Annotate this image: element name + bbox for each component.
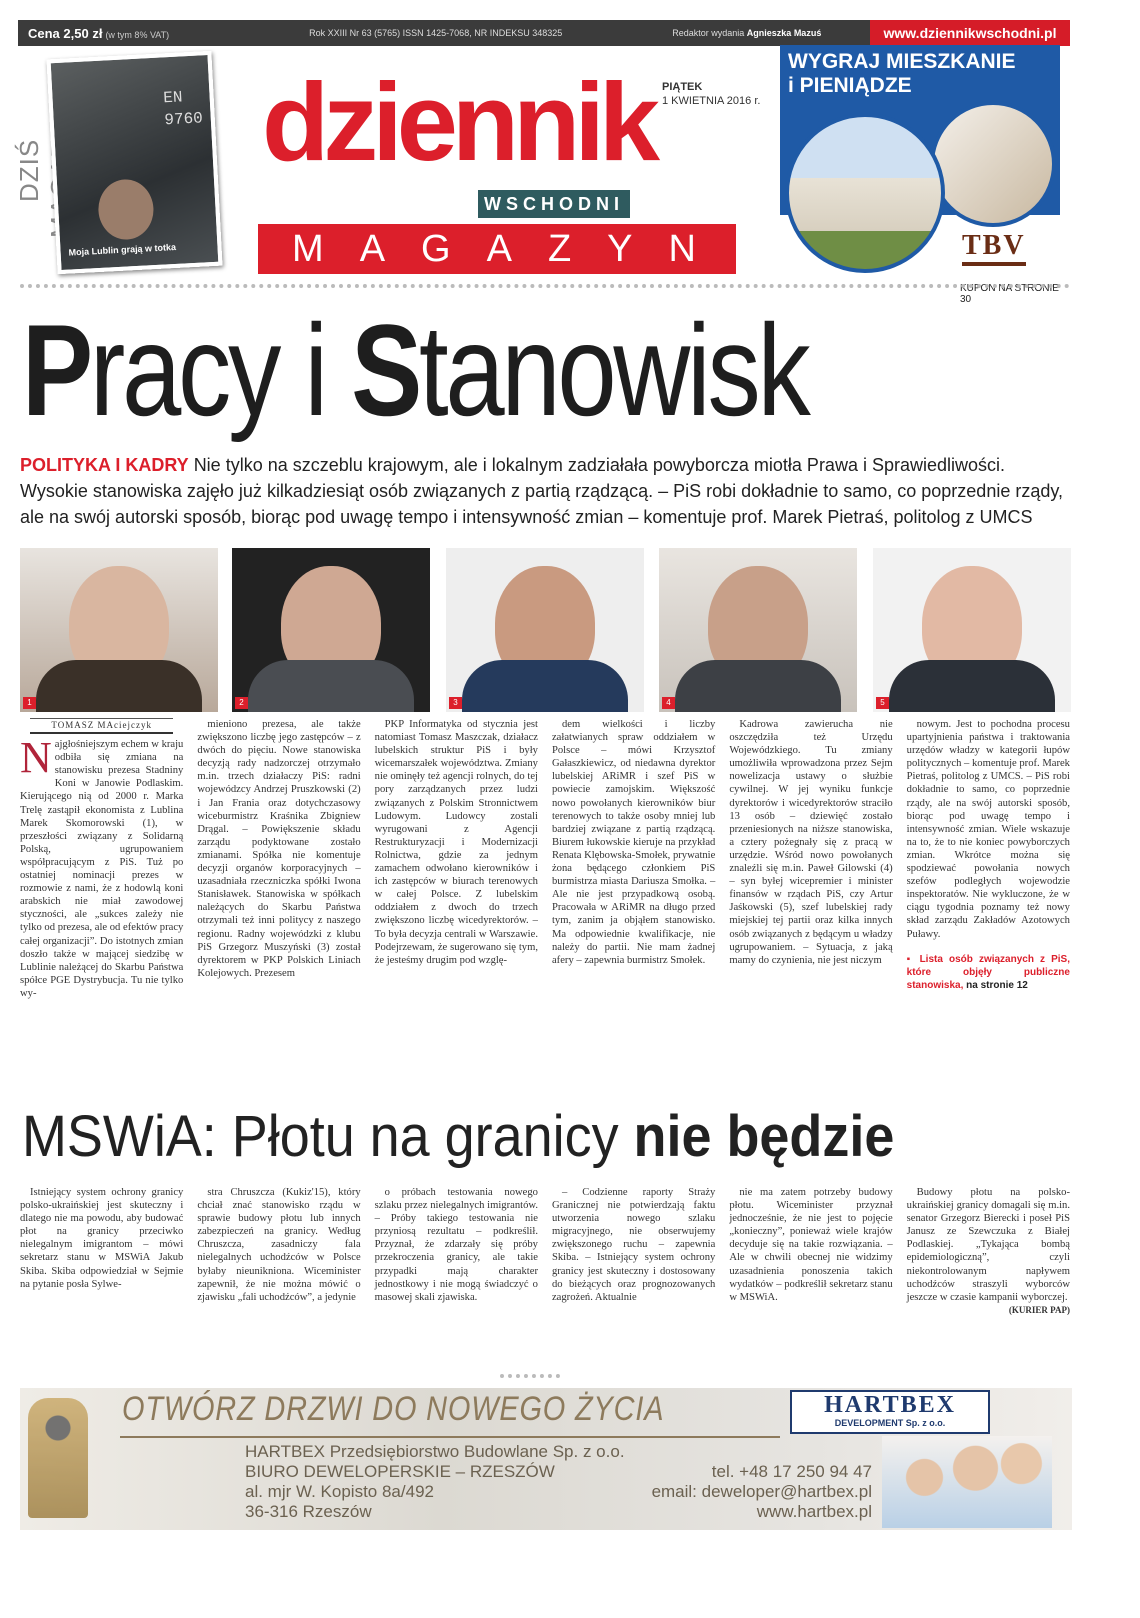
kicker: POLITYKA I KADRY <box>20 455 189 475</box>
promo-title: WYGRAJ MIESZKANIE i PIENIĄDZE <box>788 50 1016 97</box>
keys-image <box>28 1398 88 1518</box>
credit: (KURIER PAP) <box>1008 1304 1070 1315</box>
building-image <box>785 113 945 273</box>
magazine-cover-image[interactable] <box>46 51 222 274</box>
coupon-note: KUPON NA STRONIE 30 <box>960 283 1059 305</box>
column-2: mieniono prezesa, ale także zwiększono liczbę jego zastępców – z dwóch do pięciu. Nowe stanowiska decyzją rady nadzorczej otrzymało m.in. trzech działaczy PiS: radni wojewódzcy Andrzej Pruszkowski (2) i Jan Frania oraz dotychczasowy wiceburmistrz Kraśnika Zbigniew Drągal. – Powiększenie składu zarządu podyktowane zostało zmianami. Spółka nie komentuje decyzji organów korporacyjnych – uzasadniała rzeczniczka spółki Iwona Stanisławek. Stanowiska w spółkach należących do Skarbu Państwa otrzymali też inni politycy z naszego regionu. Radny wojewódzki z klubu PiS Grzegorz Muszyński (3) został dyrektorem w PKP Polskich Liniach Kolejowych. Prezesem <box>197 719 361 979</box>
column-5: nie ma zatem potrzeby budowy płotu. Wiceminister przyznał jednocześnie, że nie jest to pojęcie „konieczny”, ponieważ wiele krajów decyduje się na takie rozwiązania. – Ale w chwili obecnej nie widzimy uzasadnienia ponoszenia takich wydatków – podkreślił sekretarz stanu w MSWiA. <box>729 1187 893 1303</box>
newspaper-logo: dziennik <box>262 61 655 184</box>
second-headline: MSWiA: Płotu na granicy nie będzie <box>22 1104 895 1169</box>
photo-3: 3 <box>446 548 644 712</box>
family-photo <box>882 1436 1052 1528</box>
dzis-magazyn-label: DZIŚ <box>14 138 44 202</box>
article2-body <box>20 1186 1070 1366</box>
column-2: stra Chruszcza (Kukiz'15), który chciał znać stanowisko rządu w sprawie budowy płotu lub innych zabezpieczeń na granicy. Według Chruszcza, zasadniczy fala nielegalnych uchodźców w Polsce byłaby nieunikniona. Wiceminister zapewnił, że nie można mówić o zjawisku „fali uchodźców”, a jedynie <box>197 1187 361 1303</box>
photo-1: 1 <box>20 548 218 712</box>
price: Cena 2,50 zł (w tym 8% VAT) <box>28 25 170 41</box>
top-info-bar <box>18 20 1070 46</box>
byline: TOMASZ MAciejczyk <box>30 718 173 734</box>
lead-paragraph: POLITYKA I KADRY Nie tylko na szczeblu krajowym, ale i lokalnym zadziałała powyborcza miotła Prawa i Sprawiedliwości. Wysokie stanowiska zajęło już kilkadziesiąt osób związanych z partią rządzącą. – PiS robi dokładnie to samo, co poprzednie rządy, ale na swój autorski sposób, biorąc pod uwagę tempo i intensywność zmian – komentuje prof. Marek Pietraś, politolog z UMCS <box>20 455 1064 527</box>
column-6: nowym. Jest to pochodna procesu upartyjnienia państwa i traktowania urzędów władzy w kategorii łupów politycznych – komentuje prof. Marek Pietraś, politolog z UMCS. – PiS robi dokładnie to samo, co poprzednie rządy, ale na swój autorski sposób, biorąc pod uwagę tempo i intensywność zmian. Wiele wskazuje na to, że to nie koniec powyborczych zmian. Wkrótce można się spodziewać powołania nowych szefów podległych wojewodzie inspektoratów. Nie wykluczone, że w ciągu tygodnia poznamy też nowy skład zarządu Zakładów Azotowych Puławy. ▪ Lista osób związanych z PiS, które objęły publiczne stanowiska, na stronie 12 <box>906 719 1070 991</box>
website-link[interactable]: www.dziennikwschodni.pl <box>870 20 1070 46</box>
divider <box>500 1374 560 1378</box>
column-4: – Codzienne raporty Straży Granicznej nie potwierdzają faktu utworzenia nowego szlaku migracyjnego, nie obserwujemy zwiększonego ruchu – zapewnia Skiba. – Istniejący system ochrony granicy jest skuteczny i dostosowany do bieżących oraz prognozowanych zagrożeń. Aktualnie <box>551 1187 716 1303</box>
logo-wschodni: WSCHODNI <box>478 190 630 218</box>
column-5: Kadrowa zawierucha nie oszczędziła też Urzędu Wojewódzkiego. Tu zmiany umożliwiła wprowadzona przez Sejm nowelizacja ustawy o służbie cywilnej. W jej wyniku funkcje dyrektorów i wicedyrektorów straciło 13 osób – dziewięć zostało przeniesionych na niższe stanowiska, a cztery pożegnały się z pracą w urzędzie. Wśród nowo powołanych znaleźli się m.in. Paweł Gilowski (4) – syn byłej wicepremier i minister finansów w rządach PiS, czy Artur Jaśkowski (5), szef lubelskiej rady miejskiej tej partii oraz kilka innych osób związanych z będącym u władzy ugrupowaniem. – Sytuacja, z jaką mamy do czynienia, nie jest niczym <box>729 719 893 966</box>
ad-address: HARTBEX Przedsiębiorstwo Budowlane Sp. z o.o. BIURO DEWELOPERSKIE – RZESZÓW al. mjr W. Kopisto 8a/492 36-316 Rzeszów <box>245 1442 625 1521</box>
ad-rule <box>120 1436 780 1438</box>
column-3: o próbach testowania nowego szlaku przez nielegalnych imigrantów. – Próby takiego testowania nie przyniosą rezultatu – podkreślił. Przyznał, że zdarzały się próby przekroczenia granicy, ale takie przypadki mają charakter jednostkowy i nie mogą świadczyć o masowej skali zjawiska. <box>374 1187 538 1303</box>
divider <box>20 284 1070 288</box>
issue-info: Rok XXIII Nr 63 (5765) ISSN 1425-7068, NR INDEKSU 348325 <box>309 28 563 38</box>
column-4: dem wielkości i liczby załatwianych spraw oddziałem w Polsce – mówi Krzysztof Gałaszkiewicz, od niedawna dyrektor lubelskiej ARiMR i szef PiS w powiecie zamojskim. Większość nowo powołanych kierowników biur terenowych to także osoby mniej lub bardziej związane z partią rządzącą. Biurem łukowskie kieruje na przykład Renata Klębowska-Smołek, prywatnie żona będącego członkiem PiS burmistrza miasta Dariusza Smołka. – Ale nie jest przypadkową osobą. Pracowała w ARiMR na długo przed tym, zanim ja objąłem stanowisko. Ma odpowiednie kwalifikacje, nie należy do partii. Nie mam żadnej afery – zapewnia burmistrz Smołek. <box>551 719 716 966</box>
column-1: TOMASZ MAciejczyk N ajgłośniejszym echem w kraju odbiła się zmiana na stanowisku prezesa Stadniny Koni w Janowie Podlaskim. Kierującego nią od 2000 r. Marka Trelę zastąpił ekonomista z Lublina Marek Skomorowski (1), w przeszłości związany z Solidarną Polską, ugrupowaniem współpracującym z PiS. Tuż po ostatniej nominacji prezes w rozmowie z nami, że z hodowlą koni arabskich nie miał zawodowej styczności, ale „sukces zależy nie tylko od prezesa, ale od efektów pracy całej organizacji”. Do istotnych zmian doszło także w mającej siedzibę w Lublinie należącej do Skarbu Państwa spółce PGE Dystrybucja. Tu nie tylko wy- <box>20 720 184 999</box>
article-body <box>20 718 1070 1090</box>
magazyn-banner: MAGAZYN <box>258 224 736 274</box>
cover-caption: Moja Lublin grają w totka <box>68 241 177 258</box>
column-6: Budowy płotu na polsko-ukraińskiej granicy domagali się m.in. senator Grzegorz Bierecki i poseł PiS Janusz ze Szewczuka z Białej Podlaskiej. „Tykająca bombą epidemiologiczną”, czyli niekontrolowanym napływem uchodźców straszyli wyborców jeszcze w czasie kampanii wyborczej. (KURIER PAP) <box>907 1186 1070 1366</box>
hartbex-logo: HARTBEX DEVELOPMENT Sp. z o.o. <box>790 1390 990 1434</box>
issue-date: PIĄTEK 1 KWIETNIA 2016 r. <box>662 81 761 107</box>
main-headline: Pracy i Stanowisk <box>22 297 808 443</box>
tbv-logo: TBV <box>962 230 1026 266</box>
hartbex-advertisement[interactable] <box>20 1388 1072 1530</box>
ad-contact: tel. +48 17 250 94 47 email: deweloper@hartbex.pl www.hartbex.pl <box>651 1462 872 1521</box>
photo-4: 4 <box>659 548 857 712</box>
interior-image <box>930 101 1056 227</box>
column-1: Istniejący system ochrony granicy polsko-ukraińskiej jest skuteczny i dlatego nie ma powodu, aby budować płot na granicy przeciwko nielegalnym imigrantom – mówi sekretarz stanu w MSWiA Jakub Skiba. Skiba odpowiedział w Sejmie na pytanie posła Sylwe- <box>20 1187 184 1290</box>
promo-contest[interactable] <box>780 45 1060 303</box>
column-3: PKP Informatyka od stycznia jest natomiast Tomasz Maszczak, działacz lubelskich struktur PiS i były wicemarszałek województwa. Zmiany nie ominęły też agencji rolnych, do tej pory zarządzanych przez ludzi związanych z Polskim Stronnictwem Ludowym. Ludowcy zostali wyrugowani z Agencji Restrukturyzacji i Modernizacji Rolnictwa, gdzie za jednym zamachem odwołano kierowników i ich zastępców w biurach terenowych w całej Polsce. Z lubelskim oddziałem z dwoch do trzech zwiększono liczbę wicedyrektorów. – To była decyzja centrali w Warszawie. Podejrzewam, że sugerowano się tym, że jesteśmy drugim pod wzglę- <box>374 719 538 966</box>
dropcap: N <box>20 733 52 783</box>
editor-info: Redaktor wydania Agnieszka Mazuś <box>672 28 822 38</box>
photo-2: 2 <box>232 548 430 712</box>
cover-portrait <box>97 178 155 241</box>
page-reference[interactable]: ▪ Lista osób związanych z PiS, które objęły publiczne stanowiska, na stronie 12 <box>906 953 1070 991</box>
cover-decor: EN 9760 <box>162 88 204 130</box>
ad-slogan: OTWÓRZ DRZWI DO NOWEGO ŻYCIA <box>122 1390 665 1428</box>
photo-5: 5 <box>873 548 1071 712</box>
